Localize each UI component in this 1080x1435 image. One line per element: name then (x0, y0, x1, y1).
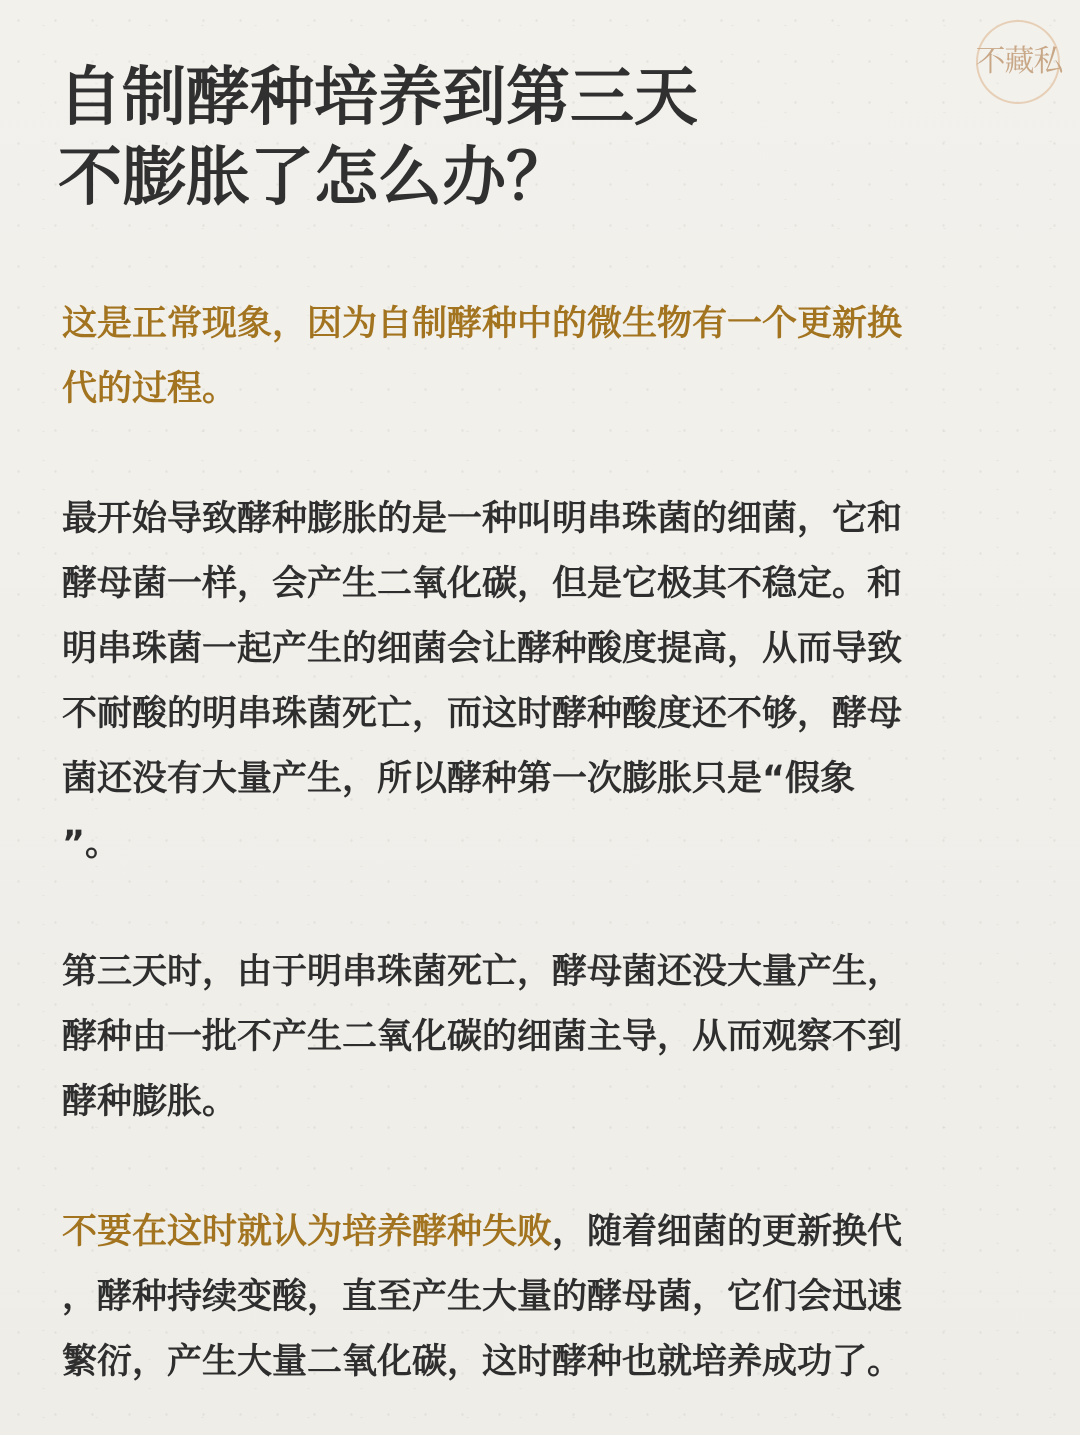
text-line: 代的过程。 (62, 369, 238, 409)
title-line-1: 自制酵种培养到第三天 (58, 61, 698, 135)
text-line: 繁衍，产生大量二氧化碳，这时酵种也就培养成功了。 (62, 1342, 903, 1382)
text-line: 酵母菌一样，会产生二氧化碳，但是它极其不稳定。和 (62, 564, 903, 604)
day-three-paragraph (62, 940, 1022, 1135)
text-line: ”。 (62, 824, 121, 864)
text-line: 这是正常现象，因为自制酵种中的微生物有一个更新换 (62, 304, 903, 344)
brand-logo (970, 16, 1066, 112)
explanation-paragraph (62, 487, 1022, 877)
highlight-text: 不要在这时就认为培养酵种失败 (62, 1212, 553, 1252)
logo-text: 不藏私 (975, 44, 1063, 79)
text-line: 酵种由一批不产生二氧化碳的细菌主导，从而观察不到 (62, 1017, 903, 1057)
text-line (62, 1200, 1022, 1265)
text-line: ，酵种持续变酸，直至产生大量的酵母菌，它们会迅速 (62, 1277, 903, 1317)
text-line: 明串珠菌一起产生的细菌会让酵种酸度提高，从而导致 (62, 629, 903, 669)
text-line: 第三天时，由于明串珠菌死亡，酵母菌还没大量产生， (62, 952, 903, 992)
text-line: 菌还没有大量产生，所以酵种第一次膨胀只是“假象 (62, 759, 856, 799)
text-segment: ，随着细菌的更新换代 (552, 1212, 903, 1252)
title-line-2: 不膨胀了怎么办？ (58, 141, 570, 215)
conclusion-paragraph (62, 1200, 1022, 1395)
text-line: 不耐酸的明串珠菌死亡，而这时酵种酸度还不够，酵母 (62, 694, 903, 734)
intro-paragraph (62, 292, 1022, 422)
page-title (58, 58, 698, 218)
text-line: 最开始导致酵种膨胀的是一种叫明串珠菌的细菌，它和 (62, 499, 903, 539)
text-line: 酵种膨胀。 (62, 1082, 238, 1122)
